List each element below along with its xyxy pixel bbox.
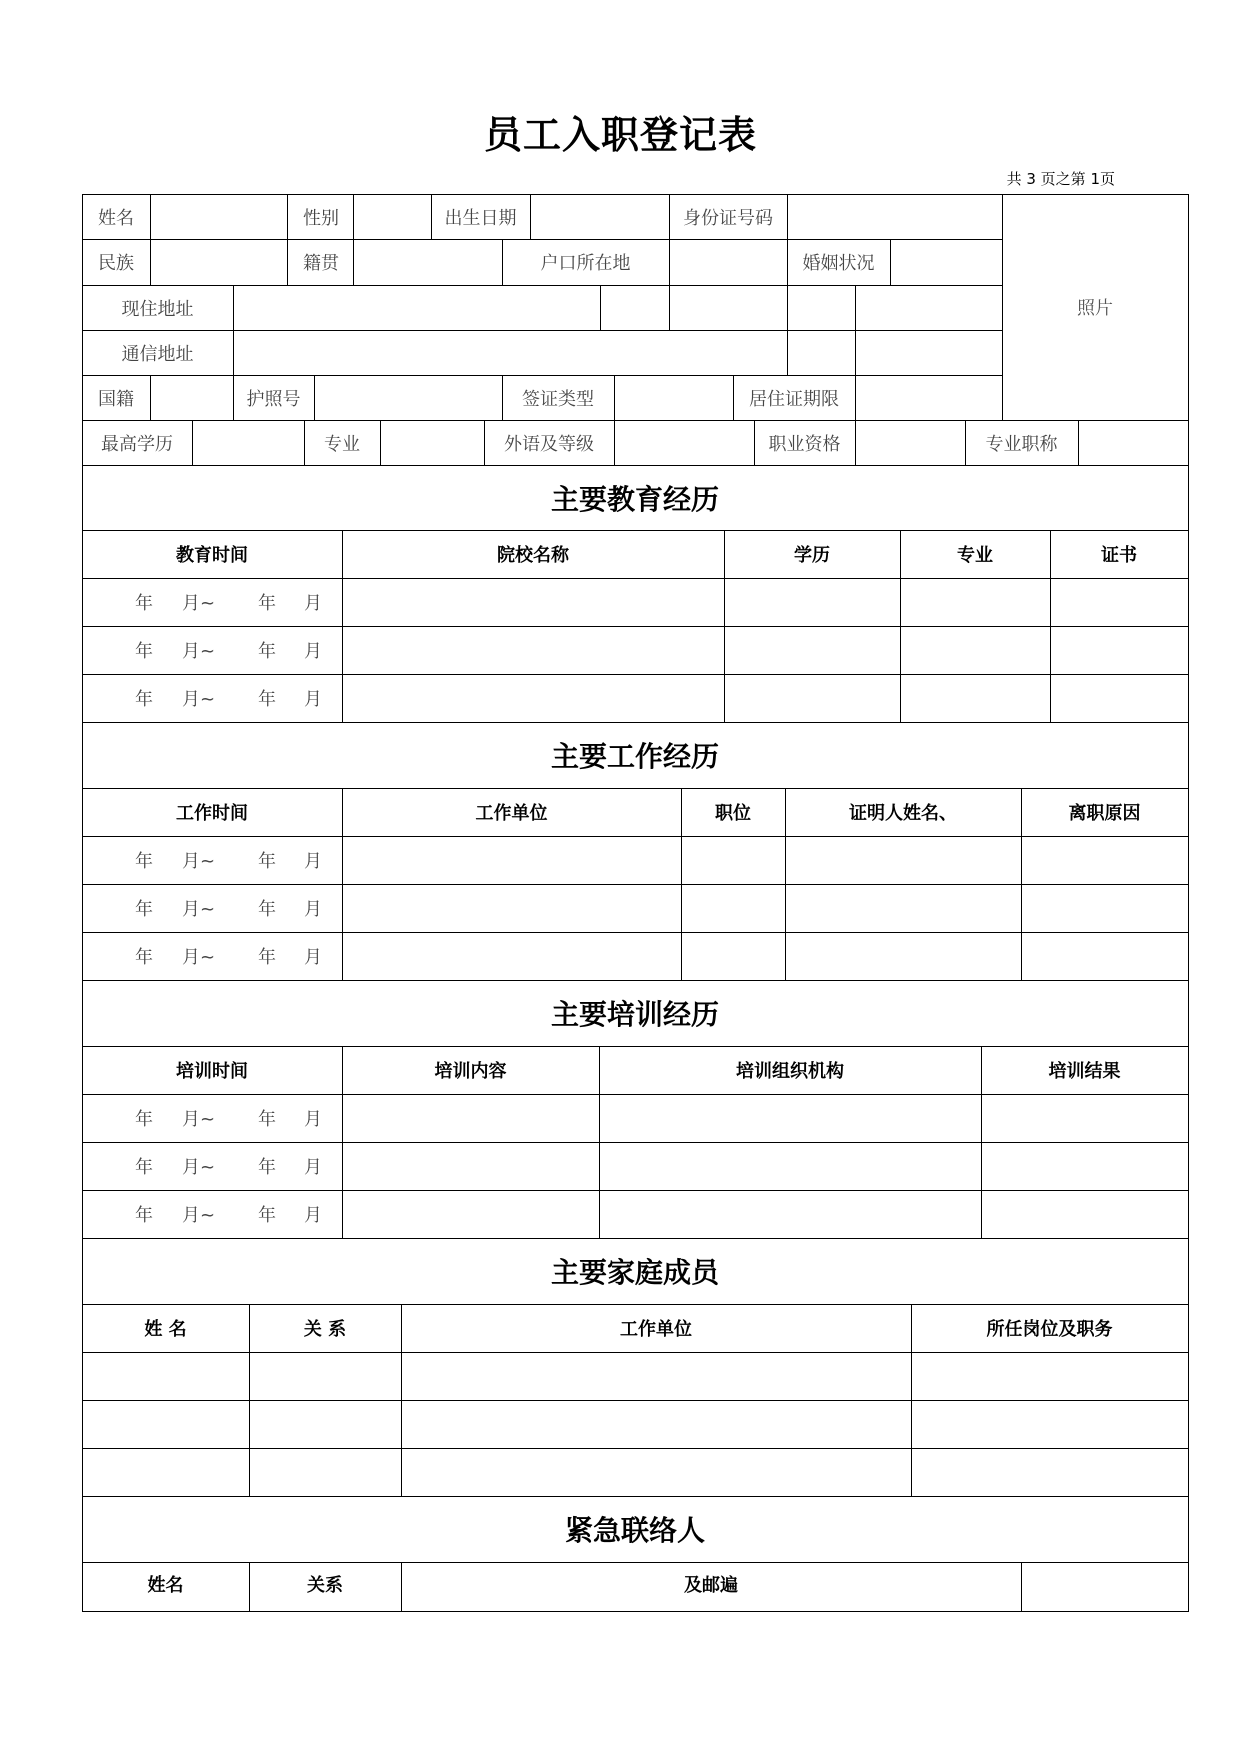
work-period-input[interactable] [82, 932, 342, 980]
education-period-input[interactable] [82, 578, 342, 626]
start-year-label: 年 [135, 947, 153, 968]
education-period-input[interactable] [82, 626, 342, 674]
end-year-label: 年 [258, 947, 276, 968]
education-row-input[interactable] [900, 626, 1050, 674]
training-header: 培训时间 [176, 1061, 248, 1082]
blank-cell[interactable] [855, 285, 1002, 330]
passport-number-input[interactable] [314, 375, 502, 420]
residence-permit-term-label: 居住证期限 [749, 388, 839, 410]
blank-cell[interactable] [855, 330, 1002, 375]
education-period-input[interactable] [82, 674, 342, 722]
id-number-label: 身份证号码 [683, 207, 773, 229]
end-month-label: 月 [304, 1157, 322, 1178]
work-row-input[interactable] [681, 884, 785, 932]
gender-label: 性别 [303, 207, 339, 229]
emergency-header: 姓名 [147, 1574, 184, 1596]
start-year-label: 年 [135, 593, 153, 614]
family-row-input[interactable] [911, 1448, 1188, 1496]
work-header: 工作单位 [475, 803, 548, 824]
nationality-input[interactable] [150, 375, 233, 420]
ethnicity-label: 民族 [98, 253, 134, 274]
blank-cell[interactable] [600, 285, 669, 330]
work-row-input[interactable] [1021, 932, 1188, 980]
training-row-input[interactable] [981, 1190, 1188, 1238]
start-month-label: 月~ [182, 851, 216, 872]
start-year-label: 年 [135, 851, 153, 872]
emergency-section-title: 紧急联络人 [564, 1514, 705, 1547]
education-row-input[interactable] [724, 578, 900, 626]
work-header: 离职原因 [1068, 803, 1141, 824]
gender-input[interactable] [353, 194, 431, 239]
training-row-input[interactable] [981, 1094, 1188, 1142]
name-label: 姓名 [98, 207, 134, 229]
work-section-title: 主要工作经历 [550, 740, 719, 773]
form-title: 员工入职登记表 [483, 113, 757, 157]
end-year-label: 年 [258, 899, 276, 920]
native-place-label: 籍贯 [303, 253, 339, 274]
work-period-input[interactable] [82, 884, 342, 932]
end-year-label: 年 [258, 689, 276, 710]
professional-title-input[interactable] [1078, 420, 1188, 465]
family-row-input[interactable] [401, 1352, 911, 1400]
work-row-input[interactable] [785, 932, 1021, 980]
blank-cell[interactable] [669, 285, 787, 330]
passport-number-label: 护照号 [246, 388, 301, 410]
work-header: 工作时间 [176, 803, 248, 824]
grid-line [342, 1046, 343, 1239]
education-row-input[interactable] [724, 674, 900, 722]
work-row-input[interactable] [681, 836, 785, 884]
blank-cell[interactable] [787, 330, 855, 375]
photo-label[interactable]: 照片 [1077, 298, 1113, 319]
start-month-label: 月~ [182, 689, 216, 710]
training-period-input[interactable] [82, 1142, 342, 1190]
grid-line [1050, 530, 1051, 723]
visa-type-input[interactable] [614, 375, 733, 420]
education-row-input[interactable] [1050, 626, 1188, 674]
major-input[interactable] [380, 420, 484, 465]
emergency-header: 关系 [307, 1574, 343, 1596]
education-row-input[interactable] [342, 674, 724, 722]
training-period-input[interactable] [82, 1190, 342, 1238]
end-year-label: 年 [258, 641, 276, 662]
education-row-input[interactable] [900, 578, 1050, 626]
family-row-input[interactable] [249, 1352, 401, 1400]
work-row-input[interactable] [681, 932, 785, 980]
major-label: 专业 [324, 433, 360, 455]
education-header: 学历 [794, 545, 830, 566]
start-year-label: 年 [135, 1205, 153, 1226]
end-month-label: 月 [304, 851, 322, 872]
family-row-input[interactable] [249, 1400, 401, 1448]
marital-status-label: 婚姻状况 [802, 253, 875, 274]
end-month-label: 月 [304, 1109, 322, 1130]
grid-line [1021, 788, 1022, 981]
ethnicity-input[interactable] [150, 239, 287, 285]
training-period-input[interactable] [82, 1094, 342, 1142]
end-month-label: 月 [304, 593, 322, 614]
work-header: 证明人姓名、 [849, 803, 957, 824]
qualification-label: 职业资格 [768, 433, 841, 455]
education-row-input[interactable] [724, 626, 900, 674]
education-row-input[interactable] [900, 674, 1050, 722]
family-row-input[interactable] [82, 1448, 249, 1496]
id-number-input[interactable] [787, 194, 1002, 239]
grid-line [981, 1046, 982, 1239]
qualification-input[interactable] [855, 420, 965, 465]
end-year-label: 年 [258, 1157, 276, 1178]
start-month-label: 月~ [182, 1109, 216, 1130]
end-year-label: 年 [258, 1205, 276, 1226]
start-year-label: 年 [135, 1157, 153, 1178]
training-row-input[interactable] [599, 1094, 981, 1142]
marital-status-input[interactable] [890, 239, 1002, 285]
family-row-input[interactable] [911, 1400, 1188, 1448]
start-year-label: 年 [135, 899, 153, 920]
training-row-input[interactable] [342, 1142, 599, 1190]
grid-line [911, 1304, 912, 1497]
work-row-input[interactable] [342, 836, 681, 884]
family-row-input[interactable] [249, 1448, 401, 1496]
grid-line [900, 530, 901, 723]
education-row-input[interactable] [1050, 674, 1188, 722]
emergency-header: 及邮遍 [684, 1574, 738, 1596]
work-row-input[interactable] [785, 884, 1021, 932]
blank-cell[interactable] [787, 285, 855, 330]
start-year-label: 年 [135, 689, 153, 710]
visa-type-label: 签证类型 [522, 388, 594, 410]
name-input[interactable] [150, 194, 287, 239]
end-month-label: 月 [304, 689, 322, 710]
professional-title-label: 专业职称 [985, 433, 1058, 455]
grid-line [401, 1304, 402, 1497]
training-row-input[interactable] [599, 1190, 981, 1238]
start-year-label: 年 [135, 641, 153, 662]
family-row-input[interactable] [401, 1400, 911, 1448]
highest-education-label: 最高学历 [101, 433, 173, 455]
grid-line [342, 788, 343, 981]
education-header: 证书 [1101, 545, 1137, 566]
end-year-label: 年 [258, 851, 276, 872]
work-row-input[interactable] [1021, 836, 1188, 884]
education-header: 院校名称 [497, 545, 569, 566]
end-month-label: 月 [304, 899, 322, 920]
current-address-label: 现住地址 [121, 298, 194, 320]
current-address-input[interactable] [233, 285, 600, 330]
family-row-input[interactable] [911, 1352, 1188, 1400]
start-month-label: 月~ [182, 593, 216, 614]
training-section-title: 主要培训经历 [550, 998, 719, 1031]
grid-line [724, 530, 725, 723]
training-row-input[interactable] [981, 1142, 1188, 1190]
grid-line [249, 1304, 250, 1497]
family-header: 工作单位 [620, 1319, 692, 1340]
start-month-label: 月~ [182, 947, 216, 968]
work-period-input[interactable] [82, 836, 342, 884]
end-month-label: 月 [304, 947, 322, 968]
education-section-title: 主要教育经历 [550, 482, 719, 516]
training-row-input[interactable] [599, 1142, 981, 1190]
education-header: 专业 [957, 545, 993, 566]
work-row-input[interactable] [1021, 884, 1188, 932]
training-header: 培训内容 [434, 1061, 507, 1082]
work-row-input[interactable] [342, 884, 681, 932]
mailing-address-label: 通信地址 [121, 343, 194, 365]
start-month-label: 月~ [182, 899, 216, 920]
family-section-title: 主要家庭成员 [550, 1256, 719, 1289]
language-level-label: 外语及等级 [504, 433, 594, 455]
language-level-input[interactable] [614, 420, 754, 465]
highest-education-input[interactable] [192, 420, 304, 465]
training-row-input[interactable] [342, 1190, 599, 1238]
work-header: 职位 [715, 803, 751, 824]
grid-line [681, 788, 682, 981]
grid-line [599, 1046, 600, 1239]
birth-date-label: 出生日期 [444, 207, 517, 229]
grid-line [342, 530, 343, 723]
end-month-label: 月 [304, 1205, 322, 1226]
page-info: 共 3 页之第 1页 [1006, 170, 1115, 188]
end-year-label: 年 [258, 1109, 276, 1130]
start-year-label: 年 [135, 1109, 153, 1130]
training-header: 培训结果 [1048, 1061, 1121, 1082]
work-row-input[interactable] [785, 836, 1021, 884]
training-row-input[interactable] [342, 1094, 599, 1142]
work-row-input[interactable] [342, 932, 681, 980]
family-row-input[interactable] [82, 1352, 249, 1400]
birth-date-input[interactable] [530, 194, 669, 239]
start-month-label: 月~ [182, 641, 216, 662]
household-location-input[interactable] [669, 239, 787, 285]
mailing-address-input[interactable] [233, 330, 787, 375]
grid-line [785, 788, 786, 981]
family-header: 所任岗位及职务 [986, 1319, 1113, 1340]
family-row-input[interactable] [401, 1448, 911, 1496]
end-month-label: 月 [304, 641, 322, 662]
family-row-input[interactable] [82, 1400, 249, 1448]
education-row-input[interactable] [1050, 578, 1188, 626]
family-header: 关 系 [303, 1319, 347, 1340]
family-header: 姓 名 [144, 1319, 187, 1340]
end-year-label: 年 [258, 593, 276, 614]
household-location-label: 户口所在地 [540, 253, 631, 274]
residence-permit-term-input[interactable] [855, 375, 1002, 420]
emergency-input[interactable] [1021, 1562, 1188, 1611]
education-header: 教育时间 [176, 545, 248, 566]
nationality-label: 国籍 [98, 388, 134, 410]
education-row-input[interactable] [342, 578, 724, 626]
education-row-input[interactable] [342, 626, 724, 674]
native-place-input[interactable] [353, 239, 502, 285]
start-month-label: 月~ [182, 1205, 216, 1226]
start-month-label: 月~ [182, 1157, 216, 1178]
training-header: 培训组织机构 [736, 1061, 844, 1082]
